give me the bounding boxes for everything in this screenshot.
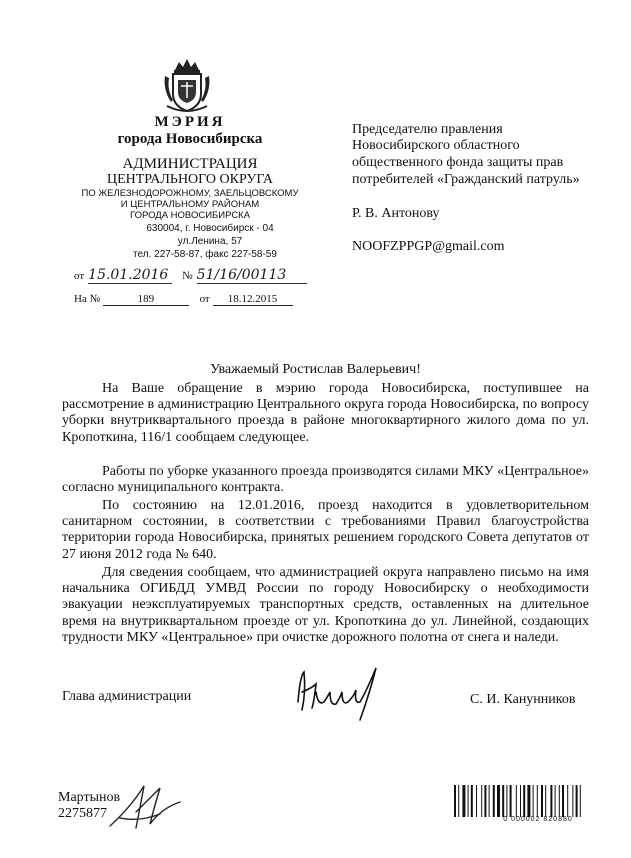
executor-signature-icon [100, 778, 190, 834]
ref-date: 18.12.2015 [213, 293, 293, 306]
addressee-line-4: потребителей «Гражданский патруль» [352, 172, 580, 187]
admin-subtitle: ЦЕНТРАЛЬНОГО ОКРУГА [106, 172, 274, 187]
paragraph-3: По состоянию на 12.01.2016, проезд находится в удовлетворительном санитарном состоянии, в соответствии с требованиями Правил благоустройства территории города Новосибирска, принятых решением городского Совета депутатов от 27 июня 2012 года № 640. [62, 498, 589, 562]
admin-title: АДМИНИСТРАЦИЯ [122, 156, 258, 172]
reference-line [74, 293, 314, 306]
coat-of-arms-icon [161, 56, 213, 116]
addressee-name: Р. В. Антонову [352, 206, 440, 221]
district-line-2: И ЦЕНТРАЛЬНОМУ РАЙОНАМ [120, 199, 260, 210]
addressee-email: NOOFZPPGP@gmail.com [352, 239, 505, 254]
signature-icon [290, 662, 400, 724]
ref-from-label: от [199, 293, 210, 305]
addressee-line-1: Председателю правления [352, 122, 503, 137]
paragraph-1: На Ваше обращение в мэрию города Новосибирска, поступившее на рассмотрение в администрацию Центрального округа города Новосибирска, по вопросу уборки внутриквартального проезда в районе многоквартирного жилого дома по ул. Кропоткина, 116/1 сообщаем следующее. [62, 381, 589, 445]
phone-fax: тел. 227-58-87, факс 227-58-59 [133, 249, 277, 260]
ref-number: 189 [103, 293, 189, 306]
registration-line [74, 266, 334, 284]
signatory-name: С. И. Канунников [470, 692, 576, 707]
postal-address: 630004, г. Новосибирск - 04 [146, 223, 274, 234]
paragraph-4: Для сведения сообщаем, что администрацией округа направлено письмо на имя начальника ОГИБДД УМВД России по городу Новосибирску о необходимости эвакуации неэксплуатируемых транспортных средств, оставленных на длительное время на внутриквартальном проезде от ул. Кропоткина до ул. Линейной, создающих трудности МКУ «Центральное» при очистке дорожного полотна от снега и наледи. [62, 565, 589, 645]
barcode-icon [452, 785, 624, 817]
signatory-title: Глава администрации [62, 689, 192, 704]
registration-number: 51/16/00113 [197, 267, 307, 284]
meria-title: МЭРИЯ [154, 114, 226, 130]
executor-phone: 2275877 [58, 806, 107, 821]
paragraph-2: Работы по уборке указанного проезда производятся силами МКУ «Центральное» согласно муниципального контракта. [62, 464, 589, 496]
addressee-line-3: общественного фонда защиты прав [352, 155, 564, 170]
addressee-line-2: Новосибирского областного [352, 138, 520, 153]
city-title: города Новосибирска [117, 131, 263, 147]
greeting: Уважаемый Ростислав Валерьевич! [210, 362, 421, 377]
registration-date: 15.01.2016 [88, 267, 172, 284]
ref-label: На № [74, 293, 101, 305]
district-line-1: ПО ЖЕЛЕЗНОДОРОЖНОМУ, ЗАЕЛЬЦОВСКОМУ [81, 188, 299, 199]
street-address: ул.Ленина, 57 [177, 236, 243, 247]
barcode-text: 0 000002 820880 [503, 816, 573, 823]
number-label: № [182, 270, 193, 282]
district-line-3: ГОРОДА НОВОСИБИРСКА [129, 210, 251, 221]
executor-name: Мартынов [58, 790, 121, 805]
from-label: от [74, 270, 85, 282]
